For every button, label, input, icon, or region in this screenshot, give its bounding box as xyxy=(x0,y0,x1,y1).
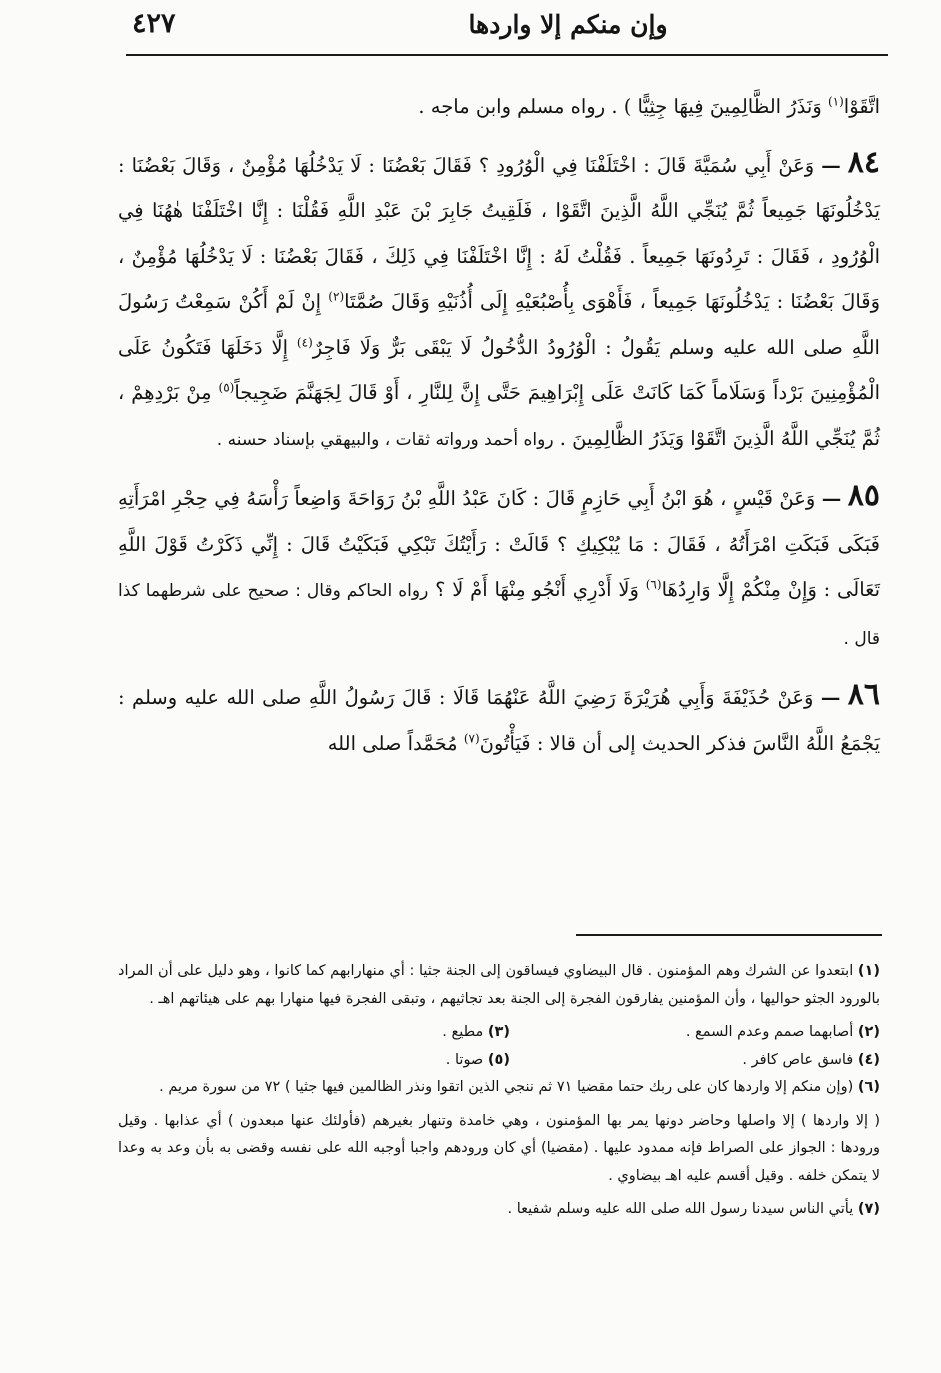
hadith-86 xyxy=(118,672,880,766)
page-header xyxy=(128,8,888,52)
text-segment: وَعَنْ أَبِي سُمَيَّةَ قَالَ : اخْتَلَفْنَا فِي الْوُرُودِ ؟ فَقَالَ بَعْضُنَا : لَا يَدْخُلُهَا مُؤْمِنٌ ، وَقَالَ بَعْضُنَا : يَدْخُلُونَهَا جَمِيعاً ثُمَّ يُنَجِّي اللَّهُ الَّذِينَ اتَّقَوْا ، فَلَقِيتُ جَابِرَ بْنَ عَبْدِ اللَّهِ فَقُلْنَا : إِنَّا اخْتَلَفْنَا هٰهُنَا فِي الْوُرُودِ ، فَقَالَ : تَرِدُونَهَا جَمِيعاً . فَقُلْتُ لَهُ : إِنَّا اخْتَلَفْنَا فِي ذَلِكَ ، فَقَالَ بَعْضُنَا : لَا يَدْخُلُهَا مُؤْمِنٌ ، وَقَالَ بَعْضُنَا : يَدْخُلُونَهَا جَمِيعاً ، فَأَهْوَى بِأُصْبُعَيْهِ إِلَى أُذُنَيْهِ وَقَالَ صُمَّتَا xyxy=(118,153,880,313)
footnote-ref: (٤) xyxy=(857,1051,880,1068)
header-rule xyxy=(126,54,888,56)
hadith-85 xyxy=(118,473,880,662)
text-segment: إِلَّا دَخَلَهَا فَتَكُونُ عَلَى الْمُؤْمِنِينَ بَرْداً وَسَلَاماً كَمَا كَانَتْ عَلَى إِبْرَاهِيمَ حَتَّى إِنَّ لِلنَّارِ ، أَوْ قَالَ لِجَهَنَّمَ ضَجِيجاً xyxy=(118,335,881,404)
text-segment: مِنْ بَرْدِهِمْ ، ثُمَّ يُنَجِّي اللَّهُ الَّذِينَ اتَّقَوْا وَيَذَرُ الظَّالِمِينَ . xyxy=(118,381,880,450)
footnote-ref: (٢) xyxy=(857,1024,880,1040)
footnote-6-commentary xyxy=(118,1108,880,1191)
footnote-text: ( إلا واردها ) إلا واصلها وحاضر دونها يمر بها المؤمنون ، وهي خامدة وتنهار بغيرهم (فأولئك عنها مبعدون ) أي عذابها . وقيل ورودها : الجواز على الصراط فإنه ممدود عليها . (مقضيا) أي كان ورودهم واجبا أوجبه الله على نفسه وقضى به بأن وعد به وعدا لا يتمكن خلفه . وقيل أقسم عليه اهـ بيضاوي . xyxy=(118,1112,880,1184)
footnote-ref: (٧) xyxy=(857,1201,880,1217)
footnote-text: مطيع . xyxy=(442,1024,484,1040)
footnote-marker: (٧) xyxy=(463,731,480,745)
text-segment: مُحَمَّداً صلى الله xyxy=(327,731,458,755)
footnote-marker: (٦) xyxy=(645,577,662,592)
hadith-source: رواه أحمد ورواته ثقات ، والبيهقي بإسناد حسنه . xyxy=(216,429,554,450)
footnote-2 xyxy=(510,1019,880,1047)
footnote-row xyxy=(118,1019,880,1047)
hadith-number: ٨٦ xyxy=(847,677,880,712)
running-title: وإن منكم إلا واردها xyxy=(468,10,668,39)
footnote-ref: (٣) xyxy=(487,1024,510,1040)
hadith-number: ٨٥ xyxy=(847,478,881,513)
footnote-4 xyxy=(510,1047,880,1075)
footnote-ref: (٦) xyxy=(857,1079,880,1095)
footnote-marker: (٢) xyxy=(328,289,345,304)
footnote-ref: (٥) xyxy=(487,1051,510,1068)
footnote-marker: (٥) xyxy=(218,380,235,395)
footnotes xyxy=(118,958,880,1224)
footnote-marker: (١) xyxy=(827,94,844,109)
footnote-7 xyxy=(118,1196,880,1224)
text-segment: وَنَذَرُ الظَّالِمِينَ فِيهَا جِثِيًّا ) . رواه مسلم وابن ماجه . xyxy=(418,95,822,118)
footnote-text: فاسق عاص كافر . xyxy=(742,1051,854,1068)
text-segment: إِنْ لَمْ أَكُنْ سَمِعْتُ رَسُولَ اللَّهِ صلى الله عليه وسلم يَقُولُ : الْوُرُودُ الدُّخُولُ لَا يَبْقَى بَرٌّ وَلَا فَاجِرٌ xyxy=(118,290,880,359)
text-segment: وَعَنْ قَيْسٍ ، هُوَ ابْنُ أَبِي حَازِمٍ قَالَ : كَانَ عَبْدُ اللَّهِ بْنُ رَوَاحَةَ وَاضِعاً رَأْسَهُ فِي حِجْرِ امْرَأَتِهِ فَبَكَى فَبَكَتِ امْرَأَتُهُ ، فَقَالَ : مَا يُبْكِيكِ ؟ قَالَتْ : رَأَيْتُكَ تَبْكِي فَبَكَيْتُ قَالَ : إِنِّي ذَكَرْتُ قَوْلَ اللَّهِ تَعَالَى : وَإِنْ مِنْكُمْ إِلَّا وَارِدُهَا xyxy=(118,487,881,601)
footnote-text: يأتي الناس سيدنا رسول الله صلى الله عليه وسلم شفيعا . xyxy=(507,1201,854,1217)
paragraph-continuation xyxy=(118,84,880,130)
footnote-text: (وإن منكم إلا واردها كان على ربك حتما مقضيا ٧١ ثم ننجي الذين اتقوا ونذر الظالمين فيها جثيا ) ٧٢ من سورة مريم . xyxy=(159,1079,854,1095)
text-segment: وَعَنْ حُذَيْفَةَ وَأَبِي هُرَيْرَةَ رَضِيَ اللَّهُ عَنْهُمَا قَالَا : قَالَ رَسُولُ اللَّهِ صلى الله عليه وسلم : يَجْمَعُ اللَّهُ النَّاسَ فذكر الحديث إلى أن قالا : فَيَأْتُونَ xyxy=(118,686,880,755)
footnote-5 xyxy=(210,1047,510,1075)
dash: — xyxy=(820,686,841,709)
hadith-number: ٨٤ xyxy=(847,144,880,180)
footnote-marker: (٤) xyxy=(296,335,313,349)
footnote-6 xyxy=(118,1074,880,1102)
main-text xyxy=(118,84,880,766)
footnote-rule xyxy=(576,934,882,936)
text-segment: وَلَا أَدْرِي أَنْجُو مِنْهَا أَمْ لَا ؟ xyxy=(435,578,639,601)
footnote-row xyxy=(118,1047,880,1075)
footnote-text: ابتعدوا عن الشرك وهم المؤمنون . قال البيضاوي فيساقون إلى الجنة جثيا : أي منهارابهم كما كانوا ، وهو دليل على أن المراد بالورود الجثو حواليها ، وأن المؤمنين يفارقون الفجرة إلى الجنة بعد تجاثيهم ، وتبقى الفجرة فيها منهارا بهم على هيئاتهم اهـ . xyxy=(118,963,880,1007)
footnote-3 xyxy=(210,1019,510,1047)
page-number: ٤٢٧ xyxy=(132,8,176,39)
footnote-text: أصابهما صمم وعدم السمع . xyxy=(685,1024,854,1040)
hadith-source: رواه الحاكم وقال : صحيح على شرطهما كذا قال . xyxy=(118,581,880,649)
dash: — xyxy=(821,487,842,510)
footnote-ref: (١) xyxy=(857,963,881,979)
footnote-text: صوتا . xyxy=(445,1051,484,1068)
dash: — xyxy=(821,153,841,177)
text-segment: اتَّقَوْا xyxy=(843,95,880,118)
footnote-1 xyxy=(118,958,880,1013)
hadith-84 xyxy=(118,140,880,464)
